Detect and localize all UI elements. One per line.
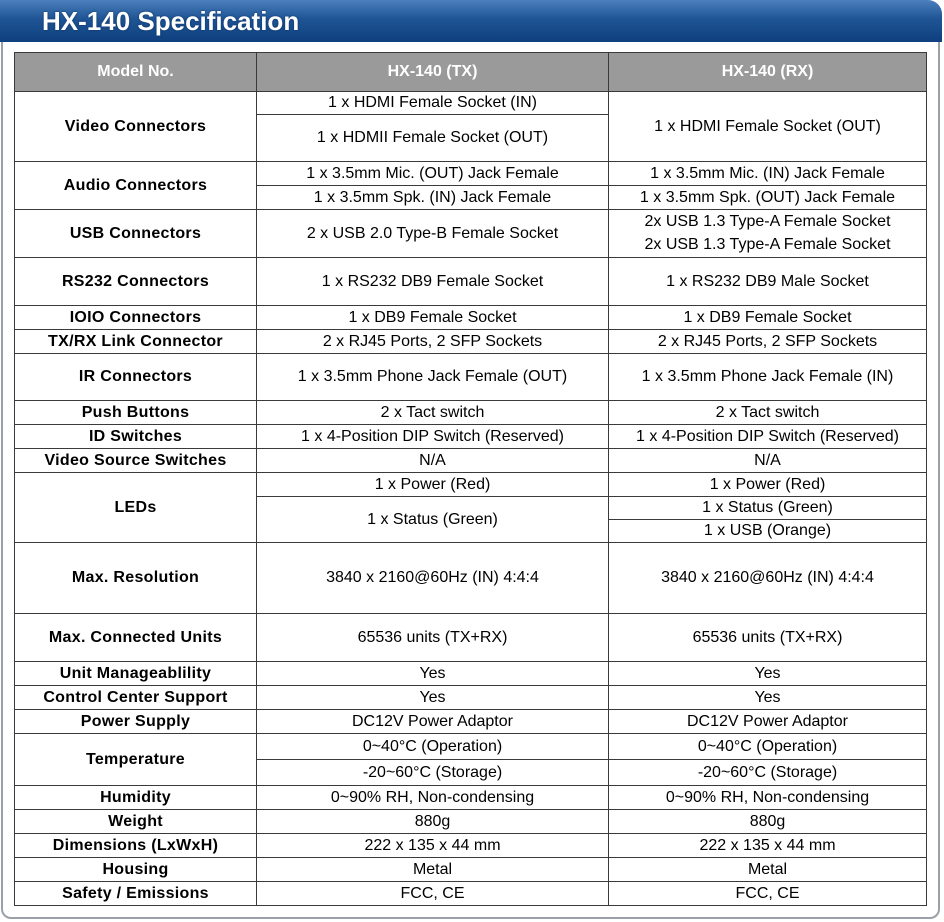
tx-value: Metal bbox=[257, 858, 609, 882]
tx-value: 0~40°C (Operation) bbox=[257, 734, 609, 760]
table-row bbox=[15, 162, 927, 186]
row-label: Max. Connected Units bbox=[15, 614, 257, 662]
rx-value: 1 x 3.5mm Mic. (IN) Jack Female bbox=[609, 162, 927, 186]
tx-value: 1 x 3.5mm Mic. (OUT) Jack Female bbox=[257, 162, 609, 186]
table-row bbox=[15, 858, 927, 882]
rx-value: 2 x Tact switch bbox=[609, 401, 927, 425]
table-row bbox=[15, 614, 927, 662]
tx-value: 65536 units (TX+RX) bbox=[257, 614, 609, 662]
table-row bbox=[15, 401, 927, 425]
rx-value: 1 x RS232 DB9 Male Socket bbox=[609, 258, 927, 306]
tx-value: 1 x Power (Red) bbox=[257, 473, 609, 497]
row-label: Housing bbox=[15, 858, 257, 882]
tx-value: DC12V Power Adaptor bbox=[257, 710, 609, 734]
rx-value: Metal bbox=[609, 858, 927, 882]
rx-value: 1 x HDMI Female Socket (OUT) bbox=[609, 92, 927, 162]
tx-value: FCC, CE bbox=[257, 882, 609, 906]
page-title: HX-140 Specification bbox=[42, 6, 300, 36]
table-row bbox=[15, 543, 927, 614]
header-model: Model No. bbox=[15, 53, 257, 92]
rx-value: 880g bbox=[609, 810, 927, 834]
header-rx: HX-140 (RX) bbox=[609, 53, 927, 92]
rx-value: 0~90% RH, Non-condensing bbox=[609, 786, 927, 810]
table-row bbox=[15, 330, 927, 354]
table-row bbox=[15, 786, 927, 810]
tx-value: -20~60°C (Storage) bbox=[257, 760, 609, 786]
rx-value: 222 x 135 x 44 mm bbox=[609, 834, 927, 858]
row-label: IOIO Connectors bbox=[15, 306, 257, 330]
table-row bbox=[15, 210, 927, 234]
tx-value: 2 x USB 2.0 Type-B Female Socket bbox=[257, 210, 609, 258]
tx-value: Yes bbox=[257, 662, 609, 686]
table-row bbox=[15, 734, 927, 760]
tx-value: Yes bbox=[257, 686, 609, 710]
rx-value: 1 x Power (Red) bbox=[609, 473, 927, 497]
rx-value: -20~60°C (Storage) bbox=[609, 760, 927, 786]
rx-value: 3840 x 2160@60Hz (IN) 4:4:4 bbox=[609, 543, 927, 614]
rx-value: Yes bbox=[609, 686, 927, 710]
row-label: Humidity bbox=[15, 786, 257, 810]
table-row bbox=[15, 834, 927, 858]
row-label: Audio Connectors bbox=[15, 162, 257, 210]
table-row bbox=[15, 810, 927, 834]
spec-table bbox=[14, 52, 927, 906]
row-label: IR Connectors bbox=[15, 354, 257, 401]
rx-value: N/A bbox=[609, 449, 927, 473]
row-label: Safety / Emissions bbox=[15, 882, 257, 906]
row-label: TX/RX Link Connector bbox=[15, 330, 257, 354]
table-row bbox=[15, 258, 927, 306]
tx-value: 2 x RJ45 Ports, 2 SFP Sockets bbox=[257, 330, 609, 354]
row-label: Video Connectors bbox=[15, 92, 257, 162]
rx-value: Yes bbox=[609, 662, 927, 686]
rx-value: 2x USB 1.3 Type-A Female Socket bbox=[609, 234, 927, 258]
rx-value: 65536 units (TX+RX) bbox=[609, 614, 927, 662]
table-row bbox=[15, 473, 927, 497]
rx-value: 1 x 3.5mm Spk. (OUT) Jack Female bbox=[609, 186, 927, 210]
row-label: Dimensions (LxWxH) bbox=[15, 834, 257, 858]
table-row bbox=[15, 710, 927, 734]
rx-value: 1 x 3.5mm Phone Jack Female (IN) bbox=[609, 354, 927, 401]
row-label: RS232 Connectors bbox=[15, 258, 257, 306]
table-row bbox=[15, 92, 927, 115]
row-label: Unit Manageablility bbox=[15, 662, 257, 686]
tx-value: 1 x HDMII Female Socket (OUT) bbox=[257, 115, 609, 162]
tx-value: 222 x 135 x 44 mm bbox=[257, 834, 609, 858]
table-row bbox=[15, 449, 927, 473]
row-label: Control Center Support bbox=[15, 686, 257, 710]
row-label: Power Supply bbox=[15, 710, 257, 734]
row-label: Push Buttons bbox=[15, 401, 257, 425]
tx-value: 1 x 4-Position DIP Switch (Reserved) bbox=[257, 425, 609, 449]
rx-value: 1 x USB (Orange) bbox=[609, 520, 927, 543]
tx-value: N/A bbox=[257, 449, 609, 473]
table-row bbox=[15, 306, 927, 330]
title-banner bbox=[0, 0, 942, 42]
table-row bbox=[15, 354, 927, 401]
table-row bbox=[15, 686, 927, 710]
tx-value: 3840 x 2160@60Hz (IN) 4:4:4 bbox=[257, 543, 609, 614]
tx-value: 1 x 3.5mm Spk. (IN) Jack Female bbox=[257, 186, 609, 210]
rx-value: 1 x 4-Position DIP Switch (Reserved) bbox=[609, 425, 927, 449]
row-label: Video Source Switches bbox=[15, 449, 257, 473]
tx-value: 880g bbox=[257, 810, 609, 834]
tx-value: 1 x RS232 DB9 Female Socket bbox=[257, 258, 609, 306]
row-label: Temperature bbox=[15, 734, 257, 786]
rx-value: FCC, CE bbox=[609, 882, 927, 906]
rx-value: 0~40°C (Operation) bbox=[609, 734, 927, 760]
row-label: Weight bbox=[15, 810, 257, 834]
table-row bbox=[15, 425, 927, 449]
row-label: Max. Resolution bbox=[15, 543, 257, 614]
tx-value: 1 x Status (Green) bbox=[257, 497, 609, 543]
tx-value: 0~90% RH, Non-condensing bbox=[257, 786, 609, 810]
tx-value: 1 x 3.5mm Phone Jack Female (OUT) bbox=[257, 354, 609, 401]
row-label: USB Connectors bbox=[15, 210, 257, 258]
table-row bbox=[15, 882, 927, 906]
rx-value: DC12V Power Adaptor bbox=[609, 710, 927, 734]
row-label: LEDs bbox=[15, 473, 257, 543]
table-header-row bbox=[15, 53, 927, 92]
tx-value: 2 x Tact switch bbox=[257, 401, 609, 425]
table-row bbox=[15, 662, 927, 686]
rx-value: 1 x Status (Green) bbox=[609, 497, 927, 520]
tx-value: 1 x DB9 Female Socket bbox=[257, 306, 609, 330]
header-tx: HX-140 (TX) bbox=[257, 53, 609, 92]
row-label: ID Switches bbox=[15, 425, 257, 449]
rx-value: 2 x RJ45 Ports, 2 SFP Sockets bbox=[609, 330, 927, 354]
rx-value: 2x USB 1.3 Type-A Female Socket bbox=[609, 210, 927, 234]
rx-value: 1 x DB9 Female Socket bbox=[609, 306, 927, 330]
tx-value: 1 x HDMI Female Socket (IN) bbox=[257, 92, 609, 115]
